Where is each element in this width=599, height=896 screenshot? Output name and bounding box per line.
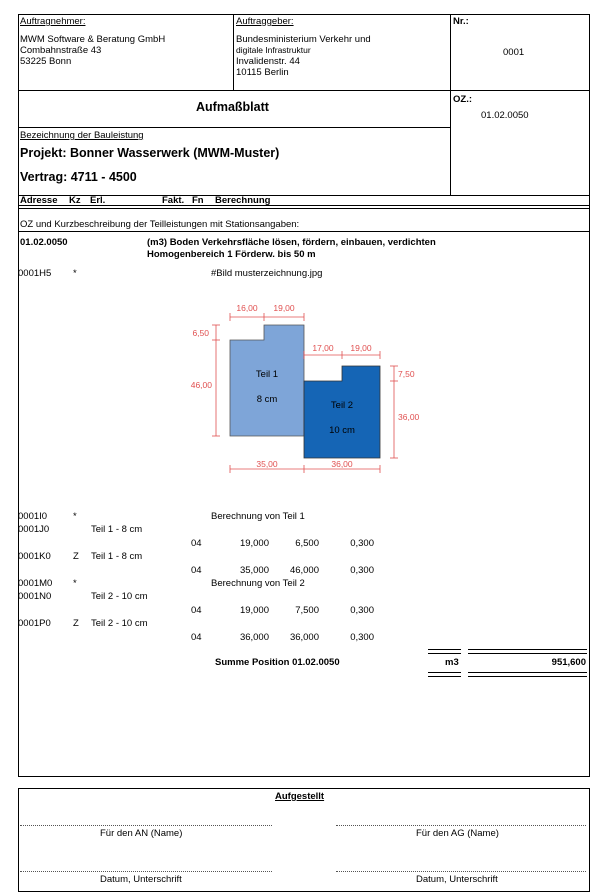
row-address: 0001K0 [18,551,51,562]
contractor-line: Combahnstraße 43 [20,45,102,56]
project-title: Projekt: Bonner Wasserwerk (MWM-Muster) [20,146,280,160]
image-reference: #Bild musterzeichnung.jpg [211,268,323,279]
client-line: 10115 Berlin [236,67,289,78]
number-value: 0001 [503,47,525,58]
row-kz: * [73,511,77,522]
row-value-1: 19,000 [239,538,269,549]
row-text: Teil 2 - 10 cm [91,591,148,602]
signature-line [336,871,586,872]
row-text: Teil 2 - 10 cm [91,618,148,629]
part-2-shape [304,366,380,458]
row-value-2: 7,500 [295,605,319,616]
contractor-line: MWM Software & Beratung GmbH [20,34,166,45]
client-line: Invalidenstr. 44 [236,56,300,67]
contractor-name-label: Für den AN (Name) [100,828,183,839]
signature-line [20,825,272,826]
part-1-thickness: 8 cm [256,394,278,405]
row-kz: * [73,268,77,279]
contractor-label: Auftragnehmer: [20,16,86,27]
row-kz: * [73,578,77,589]
client-name-label: Für den AG (Name) [416,828,499,839]
sum-value: 951,600 [551,657,586,668]
position-oz: 01.02.0050 [20,237,68,248]
signature-line [336,825,586,826]
row-address: 0001N0 [18,591,52,602]
signature-line [20,871,272,872]
row-fn: 04 [191,565,202,576]
dimension-label: 36,00 [331,459,353,469]
row-fn: 04 [191,632,202,643]
double-rule [428,672,461,677]
position-text: Homogenbereich 1 Förderw. bis 50 m [147,249,316,260]
row-value-2: 46,000 [289,565,319,576]
row-text: Berechnung von Teil 1 [211,511,305,522]
sketch-drawing [185,295,425,480]
client-line: Bundesministerium Verkehr und [236,34,371,45]
double-rule [468,649,587,654]
row-address: 0001I0 [18,511,48,522]
row-kz: Z [73,618,79,629]
row-value-3: 0,300 [350,565,374,576]
row-value-2: 6,500 [295,538,319,549]
dimension-label: 46,00 [190,380,212,390]
oz-label: OZ.: [453,94,472,105]
row-value-1: 36,000 [239,632,269,643]
dimension-label: 35,00 [256,459,278,469]
dimension-label: 19,00 [350,343,372,353]
position-text: (m3) Boden Verkehrsfläche lösen, fördern, einbauen, verdichten [147,237,436,248]
divider [18,231,589,232]
row-value-1: 35,000 [239,565,269,576]
row-text: Teil 1 - 8 cm [91,551,143,562]
column-header-fn: Fn [192,195,204,206]
double-rule [428,649,461,654]
column-header-erl: Erl. [90,195,106,206]
part-2-name: Teil 2 [330,400,354,411]
part-1-shape [230,325,304,436]
row-fn: 04 [191,538,202,549]
prepared-label: Aufgestellt [275,791,325,802]
divider [233,14,234,90]
row-address: 0001M0 [18,578,53,589]
construction-label: Bezeichnung der Bauleistung [20,130,144,141]
oz-description-heading: OZ und Kurzbeschreibung der Teilleistungen mit Stationsangaben: [20,219,300,230]
oz-value: 01.02.0050 [481,110,529,121]
divider [18,208,589,209]
number-label: Nr.: [453,16,469,27]
row-value-1: 19,000 [239,605,269,616]
client-label: Auftraggeber: [236,16,294,27]
row-fn: 04 [191,605,202,616]
part-1-name: Teil 1 [255,369,279,380]
row-text: Teil 1 - 8 cm [91,524,143,535]
date-signature-label: Datum, Unterschrift [100,874,182,885]
dimension-label: 19,00 [273,303,295,313]
dimension-label: 16,00 [236,303,258,313]
sum-label: Summe Position 01.02.0050 [215,657,340,668]
column-header-berechnung: Berechnung [215,195,271,206]
client-line: digitale Infrastruktur [236,45,311,55]
divider [18,90,589,91]
column-header-adresse: Adresse [20,195,58,206]
column-header-kz: Kz [69,195,81,206]
row-address: 0001P0 [18,618,51,629]
row-kz: Z [73,551,79,562]
row-value-3: 0,300 [350,538,374,549]
dimension-label: 36,00 [398,412,420,422]
sum-unit: m3 [445,657,459,668]
row-value-2: 36,000 [289,632,319,643]
row-value-3: 0,300 [350,605,374,616]
row-address: 0001H5 [18,268,52,279]
dimension-label: 7,50 [398,369,415,379]
divider [18,127,451,128]
dimension-label: 17,00 [312,343,334,353]
page-title: Aufmaßblatt [196,100,269,114]
double-rule [468,672,587,677]
row-text: Berechnung von Teil 2 [211,578,305,589]
row-address: 0001J0 [18,524,50,535]
row-value-3: 0,300 [350,632,374,643]
contractor-line: 53225 Bonn [20,56,72,67]
contract-title: Vertrag: 4711 - 4500 [20,170,137,184]
part-2-thickness: 10 cm [329,425,355,436]
column-header-fakt: Fakt. [162,195,185,206]
dimension-label: 6,50 [192,328,209,338]
date-signature-label: Datum, Unterschrift [416,874,498,885]
divider [450,14,451,196]
